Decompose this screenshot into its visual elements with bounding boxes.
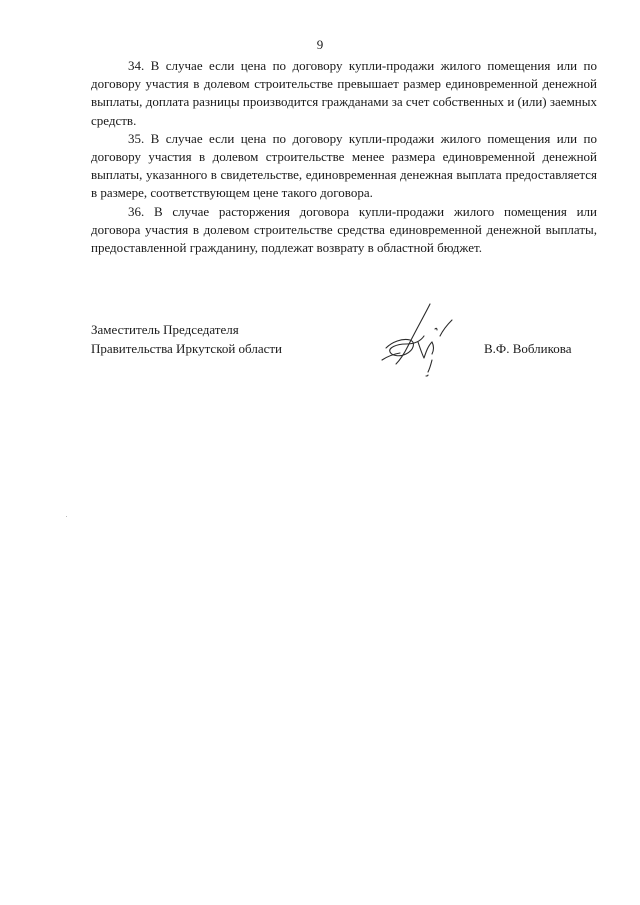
signer-title-line-2: Правительства Иркутской области [91, 341, 283, 356]
document-body [91, 57, 597, 257]
signer-name: В.Ф. Вобликова [484, 341, 572, 356]
handwritten-signature [378, 298, 468, 378]
signature-block [91, 320, 597, 380]
signer-title [91, 320, 282, 358]
paragraph-35: 35. В случае если цена по договору купли-продажи жилого помещения или по договору участия в долевом строительстве менее размера единовременной денежной выплаты, указанного в свидетельстве, единовременная денежная выплата предоставляется в размере, соответствующем цене такого договора. [91, 130, 597, 201]
page-number: 9 [316, 37, 324, 52]
scan-artifact [66, 516, 67, 517]
paragraph-36: 36. В случае расторжения договора купли-продажи жилого помещения или договора участия в долевом строительстве средства единовременной денежной выплаты, предоставленной гражданину, подлежат возврату в областной бюджет. [91, 203, 597, 256]
paragraph-34: 34. В случае если цена по договору купли-продажи жилого помещения или по договору участия в долевом строительстве превышает размер единовременной денежной выплаты, доплата разницы производится гражданами за счет собственных и (или) заемных средств. [91, 58, 597, 128]
signer-title-line-1: Заместитель Председателя [91, 322, 239, 337]
